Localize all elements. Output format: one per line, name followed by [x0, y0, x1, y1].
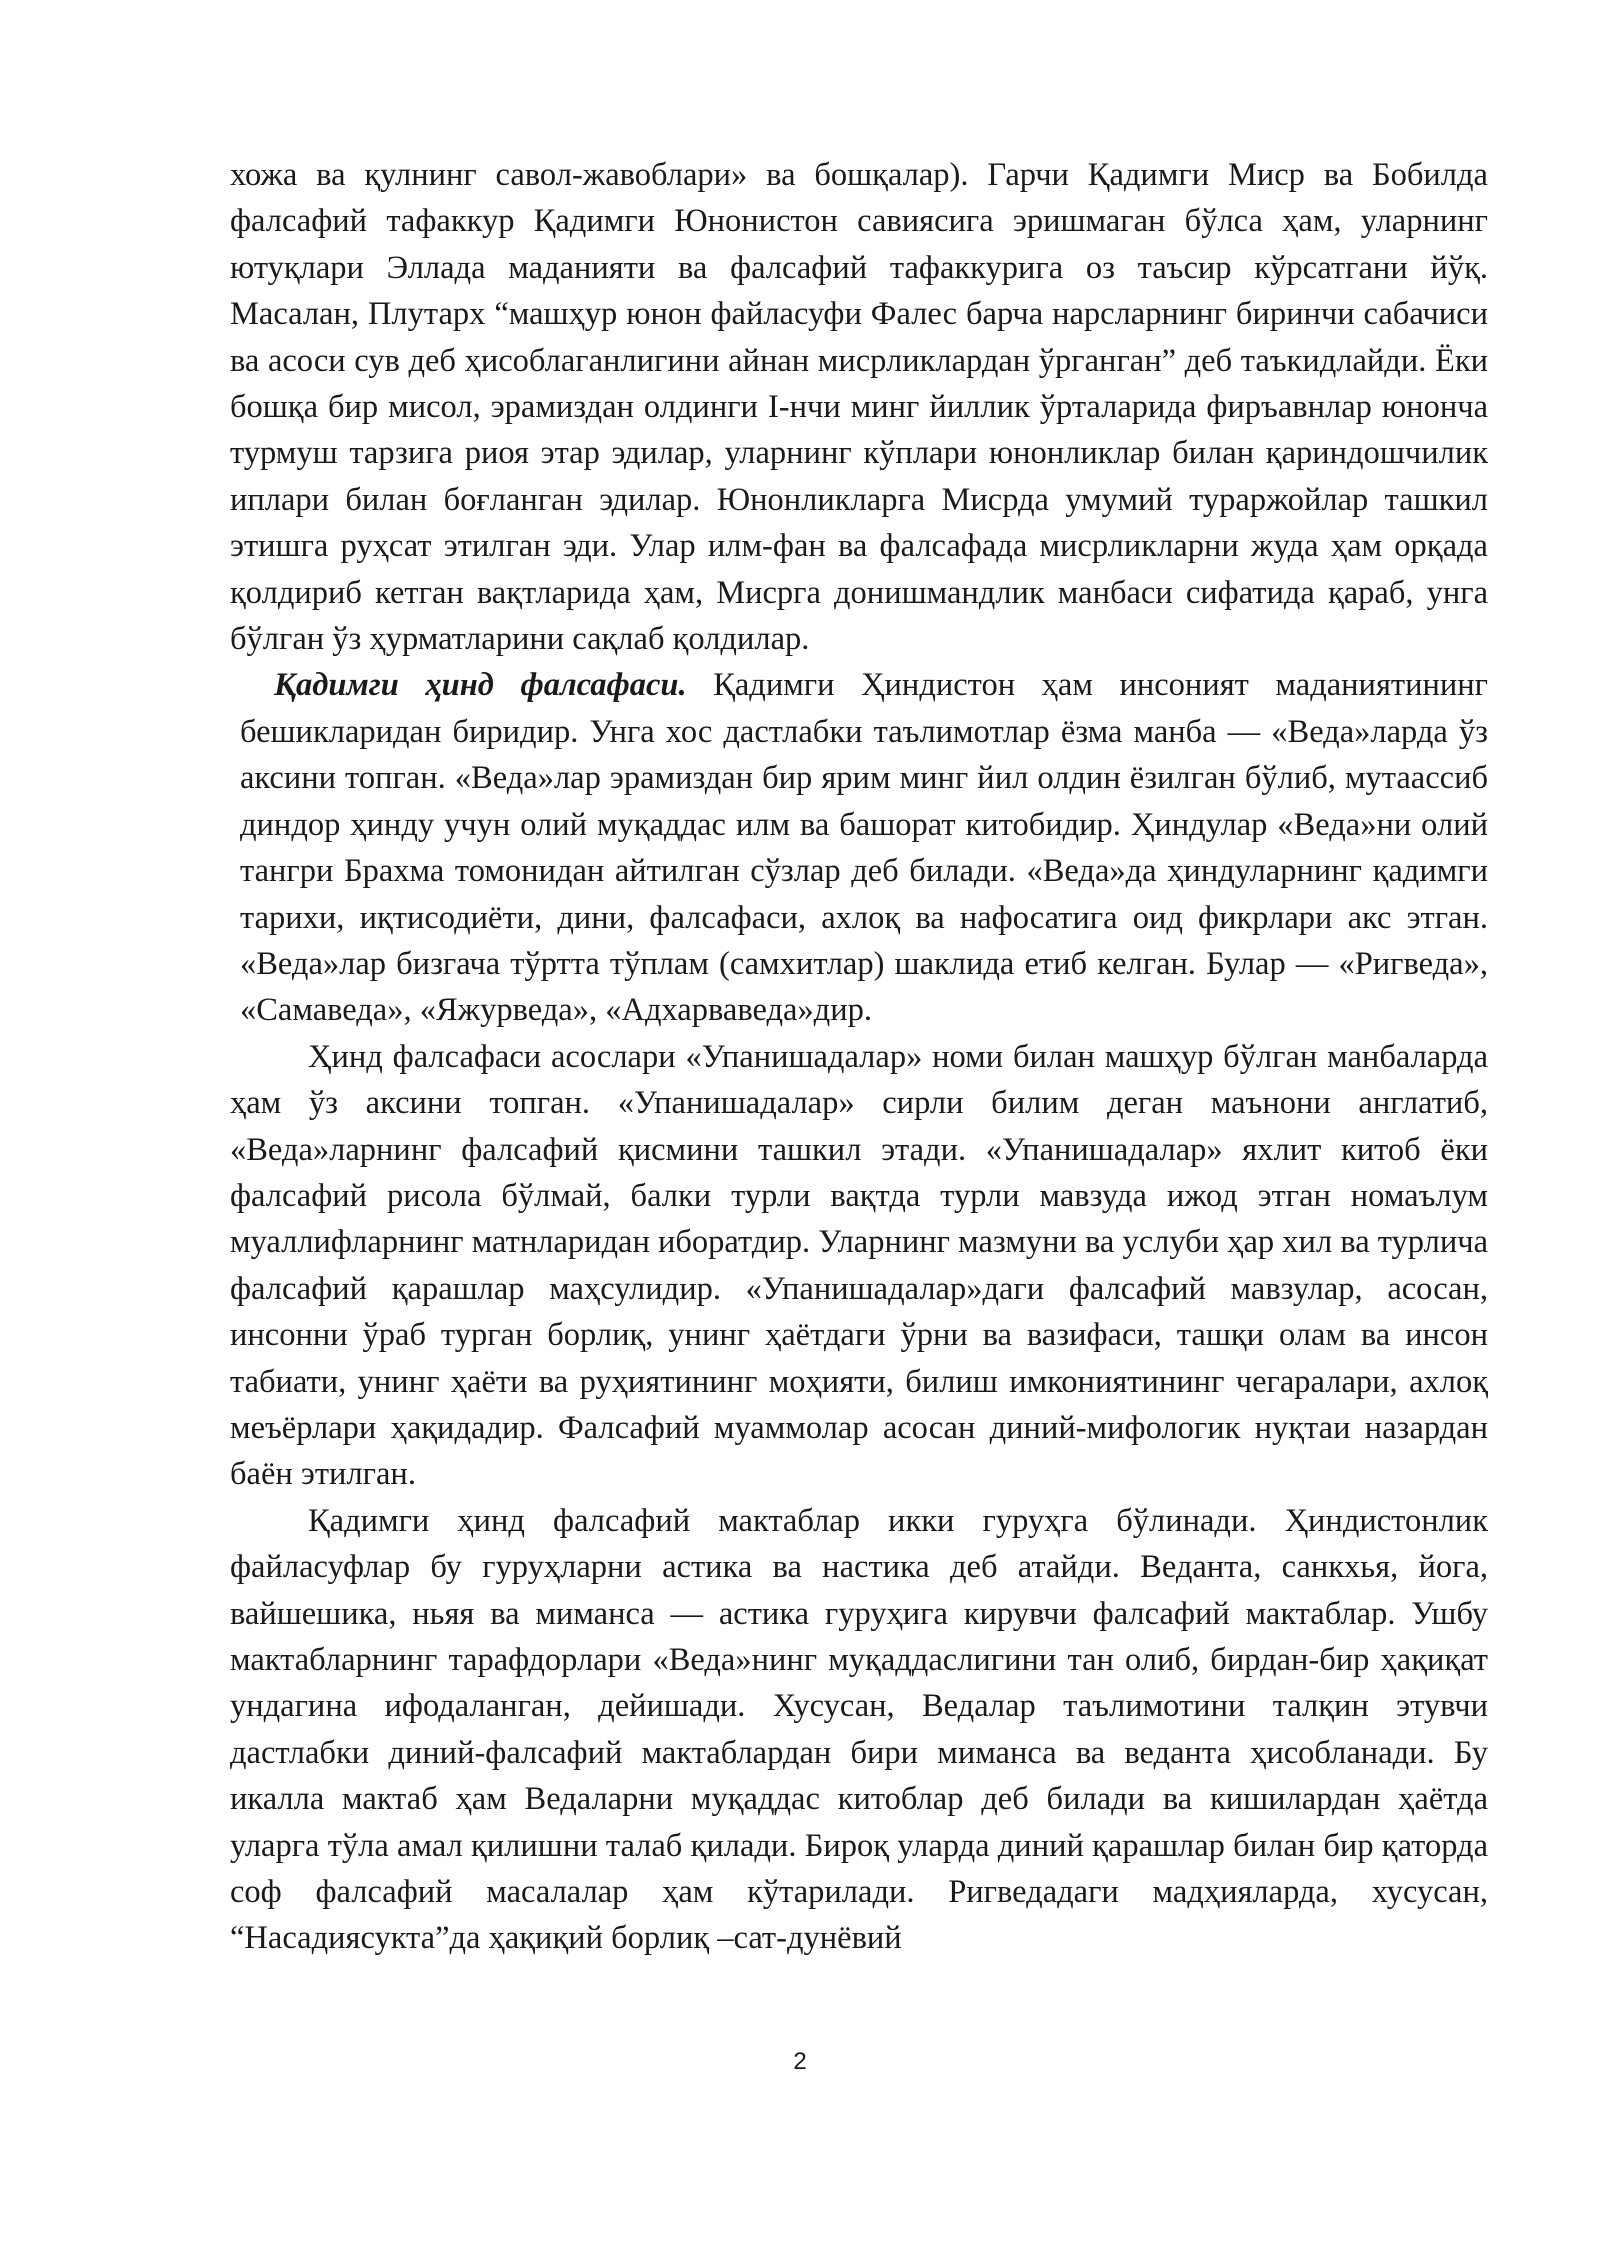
paragraph-upanishads: Ҳинд фалсафаси асослари «Упанишадалар» номи билан машҳур бўлган манбаларда ҳам ўз аксини топган. «Упанишадалар» сирли билим деган маънони англатиб, «Веда»ларнинг фалсафий қисмини ташкил этади. «Упанишадалар» яхлит китоб ёки фалсафий рисола бўлмай, балки турли вақтда турли мавзуда ижод этган номаълум муаллифларнинг матнларидан иборатдир. Уларнинг мазмуни ва услуби ҳар хил ва турлича фалсафий қарашлар маҳсулидир. «Упанишадалар»даги фалсафий мавзулар, асосан, инсонни ўраб турган борлиқ, унинг ҳаётдаги ўрни ва вазифаси, ташқи олам ва инсон табиати, унинг ҳаёти ва руҳиятининг моҳияти, билиш имкониятининг чегаралари, ахлоқ меъёрлари ҳақидадир. Фалсафий муаммолар асосан диний-мифологик нуқтаи назардан баён этилган.	[230, 1038, 1488, 1493]
paragraph-schools: Қадимги ҳинд фалсафий мактаблар икки гуруҳга бўлинади. Ҳиндистонлик файласуфлар бу гуруҳларни астика ва настика деб атайди. Веданта, санкхья, йога, вайшешика, ньяя ва миманса — астика гуруҳига кирувчи фалсафий мактаблар. Ушбу мактабларнинг тарафдорлари «Веда»нинг муқаддаслигини тан олиб, бирдан-бир ҳақиқат ундагина ифодаланган, дейишади. Хусусан, Ведалар таълимотини талқин этувчи дастлабки диний-фалсафий мактаблардан бири миманса ва веданта ҳисобланади. Бу икалла мактаб ҳам Ведаларни муқаддас китоблар деб билади ва кишилардан ҳаётда уларга тўла амал қилишни талаб қилади. Бироқ уларда диний қарашлар билан бир қаторда соф фалсафий масалалар ҳам кўтарилади. Ригведадаги мадҳияларда, хусусан, “Насадиясукта”да ҳақиқий борлиқ –сат-дунёвий	[230, 1502, 1488, 1957]
paragraph-indian-philosophy-text: Қадимги Ҳиндистон ҳам инсоният маданиятининг бешикларидан биридир. Унга хос дастлабки таълимотлар ёзма манба — «Веда»ларда ўз аксини топган. «Веда»лар эрамиздан бир ярим минг йил олдин ёзилган бўлиб, мутаассиб диндор ҳинду учун олий муқаддас илм ва башорат китобидир. Ҳиндулар «Веда»ни олий тангри Брахма томонидан айтилган сўзлар деб билади. «Веда»да ҳиндуларнинг қадимги тарихи, иқтисодиёти, дини, фалсафаси, ахлоқ ва нафосатига оид фикрлари акс этган. «Веда»лар бизгача тўртта тўплам (самхитлар) шаклида етиб келган. Булар — «Ригведа», «Самаведа», «Яжурведа», «Адхарваведа»дир.	[240, 667, 1488, 1029]
paragraph-egypt-influence: хожа ва қулнинг савол-жавоблари» ва бошқалар). Гарчи Қадимги Миср ва Бобилда фалсафий тафаккур Қадимги Юнонистон савиясига эришмаган бўлса ҳам, уларнинг ютуқлари Эллада маданияти ва фалсафий тафаккурига оз таъсир кўрсатгани йўқ. Масалан, Плутарх “машҳур юнон файласуфи Фалес барча нарсларнинг биринчи сабачиси ва асоси сув деб ҳисоблаганлигини айнан мисрликлардан ўрганган” деб таъкидлайди. Ёки бошқа бир мисол, эрамиздан олдинги I-нчи минг йиллик ўрталарида фиръавнлар юнонча турмуш тарзига риоя этар эдилар, уларнинг кўплари юнонликлар билан қариндошчилик иплари билан боғланган эдилар. Юнонликларга Мисрда умумий тураржойлар ташкил этишга руҳсат этилган эди. Улар илм-фан ва фалсафада мисрликларни жуда ҳам орқада қолдириб кетган вақтларида ҳам, Мисрга донишмандлик манбаси сифатида қараб, унга бўлган ўз ҳурматларини сақлаб қолдилар.	[230, 157, 1488, 658]
document-body	[230, 152, 1488, 1962]
section-title-indian-philosophy: Қадимги ҳинд фалсафаси.	[274, 667, 687, 704]
page-number: 2	[793, 2048, 807, 2075]
paragraph-indian-philosophy	[230, 662, 1488, 1033]
